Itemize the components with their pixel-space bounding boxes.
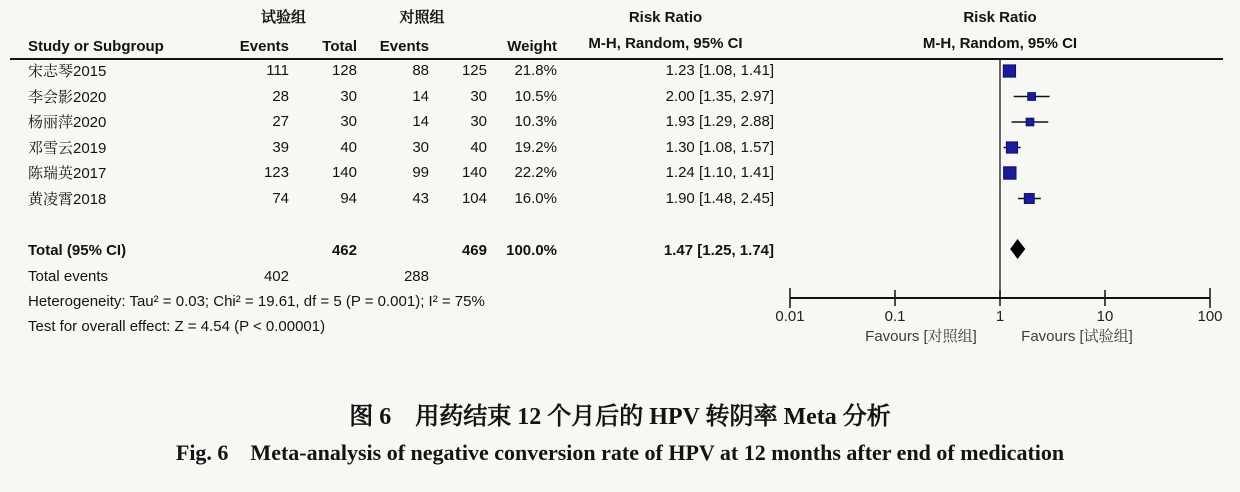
col-header-spacer xyxy=(557,34,774,58)
events-exp: 111 xyxy=(266,62,289,80)
col-header-total-ctl xyxy=(429,34,487,58)
rr-ci-text: 1.24 [1.10, 1.41] xyxy=(665,164,774,182)
svg-text:0.01: 0.01 xyxy=(775,308,805,325)
total-exp: 94 xyxy=(340,189,357,207)
total-ctl: 104 xyxy=(461,189,487,207)
study-rows xyxy=(0,58,774,211)
events-exp: 74 xyxy=(272,189,289,207)
events-exp: 39 xyxy=(272,138,289,156)
total-rr-ci: 1.47 [1.25, 1.74] xyxy=(663,241,774,259)
study-name: 陈瑞英2017 xyxy=(28,165,107,183)
plot-header-line1: Risk Ratio xyxy=(963,9,1037,26)
total-events-ctl: 288 xyxy=(403,267,429,285)
total-exp: 30 xyxy=(340,87,357,105)
rr-ci-text: 1.90 [1.48, 2.45] xyxy=(665,189,774,207)
svg-text:0.1: 0.1 xyxy=(884,308,906,325)
events-exp: 28 xyxy=(272,87,289,105)
total-events-exp: 402 xyxy=(263,267,289,285)
table-header-row xyxy=(0,34,774,58)
total-ctl: 140 xyxy=(461,164,487,182)
total-ctl: 30 xyxy=(470,87,487,105)
weight-value: 16.0% xyxy=(514,189,557,207)
total-exp: 30 xyxy=(340,113,357,131)
weight-value: 10.5% xyxy=(514,87,557,105)
study-name: 李会影2020 xyxy=(28,88,107,106)
rr-column-header-line2: M-H, Random, 95% CI xyxy=(588,35,743,52)
events-ctl: 14 xyxy=(412,87,429,105)
total-ctl: 40 xyxy=(470,138,487,156)
events-exp: 27 xyxy=(272,113,289,131)
events-ctl: 99 xyxy=(412,164,429,182)
group-header-experimental: 试验组 xyxy=(260,9,306,26)
weight-value: 21.8% xyxy=(514,62,557,80)
col-header-weight: Weight xyxy=(507,37,557,55)
events-exp: 123 xyxy=(263,164,289,182)
weight-value: 10.3% xyxy=(514,113,557,131)
rr-column-header-line1: Risk Ratio xyxy=(628,9,703,26)
total-ctl-sum: 469 xyxy=(461,241,487,259)
total-ctl: 125 xyxy=(461,62,487,80)
col-header-events-ctl: Events xyxy=(379,37,429,55)
total-label: Total (95% CI) xyxy=(28,241,127,259)
col-header-total-exp: Total xyxy=(322,37,357,55)
total-ctl: 30 xyxy=(470,113,487,131)
svg-text:1: 1 xyxy=(995,308,1005,325)
study-name: 杨丽萍2020 xyxy=(28,114,107,132)
col-header-events-exp: Events xyxy=(239,37,289,55)
col-header-study: Study or Subgroup xyxy=(28,37,164,55)
svg-text:10: 10 xyxy=(1096,308,1114,325)
svg-text:100: 100 xyxy=(1197,308,1223,325)
study-name: 黄凌霄2018 xyxy=(28,190,107,208)
events-ctl: 43 xyxy=(412,189,429,207)
total-events-label: Total events xyxy=(28,267,109,285)
svg-text:Favours [对照组]: Favours [对照组] xyxy=(865,328,977,345)
weight-value: 22.2% xyxy=(514,164,557,182)
rr-ci-text: 2.00 [1.35, 2.97] xyxy=(665,87,774,105)
rr-ci-text: 1.93 [1.29, 2.88] xyxy=(665,113,774,131)
total-weight: 100.0% xyxy=(506,241,557,259)
rr-ci-text: 1.23 [1.08, 1.41] xyxy=(665,62,774,80)
events-ctl: 88 xyxy=(412,62,429,80)
study-name: 邓雪云2019 xyxy=(28,139,107,157)
total-events-row xyxy=(0,266,774,286)
overall-effect-text: Test for overall effect: Z = 4.54 (P < 0.00001) xyxy=(28,318,326,335)
svg-text:Favours [试验组]: Favours [试验组] xyxy=(1021,328,1133,345)
forest-plot xyxy=(770,55,1240,355)
study-name: 宋志琴2015 xyxy=(28,63,107,81)
plot-header-line2: M-H, Random, 95% CI xyxy=(922,35,1078,52)
events-ctl: 30 xyxy=(412,138,429,156)
events-ctl: 14 xyxy=(412,113,429,131)
total-exp: 128 xyxy=(331,62,357,80)
total-exp-sum: 462 xyxy=(331,241,357,259)
rr-ci-text: 1.30 [1.08, 1.57] xyxy=(665,138,774,156)
total-exp: 140 xyxy=(331,164,357,182)
group-header-control: 对照组 xyxy=(399,9,445,26)
total-row xyxy=(0,240,774,260)
caption-english: Fig. 6 Meta-analysis of negative conversion rate of HPV at 12 months after end of medication xyxy=(175,440,1065,465)
caption-chinese: 图 6 用药结束 12 个月后的 HPV 转阴率 Meta 分析 xyxy=(349,404,891,430)
total-exp: 40 xyxy=(340,138,357,156)
weight-value: 19.2% xyxy=(514,138,557,156)
heterogeneity-text: Heterogeneity: Tau² = 0.03; Chi² = 19.61, df = 5 (P = 0.001); I² = 75% xyxy=(28,293,485,310)
